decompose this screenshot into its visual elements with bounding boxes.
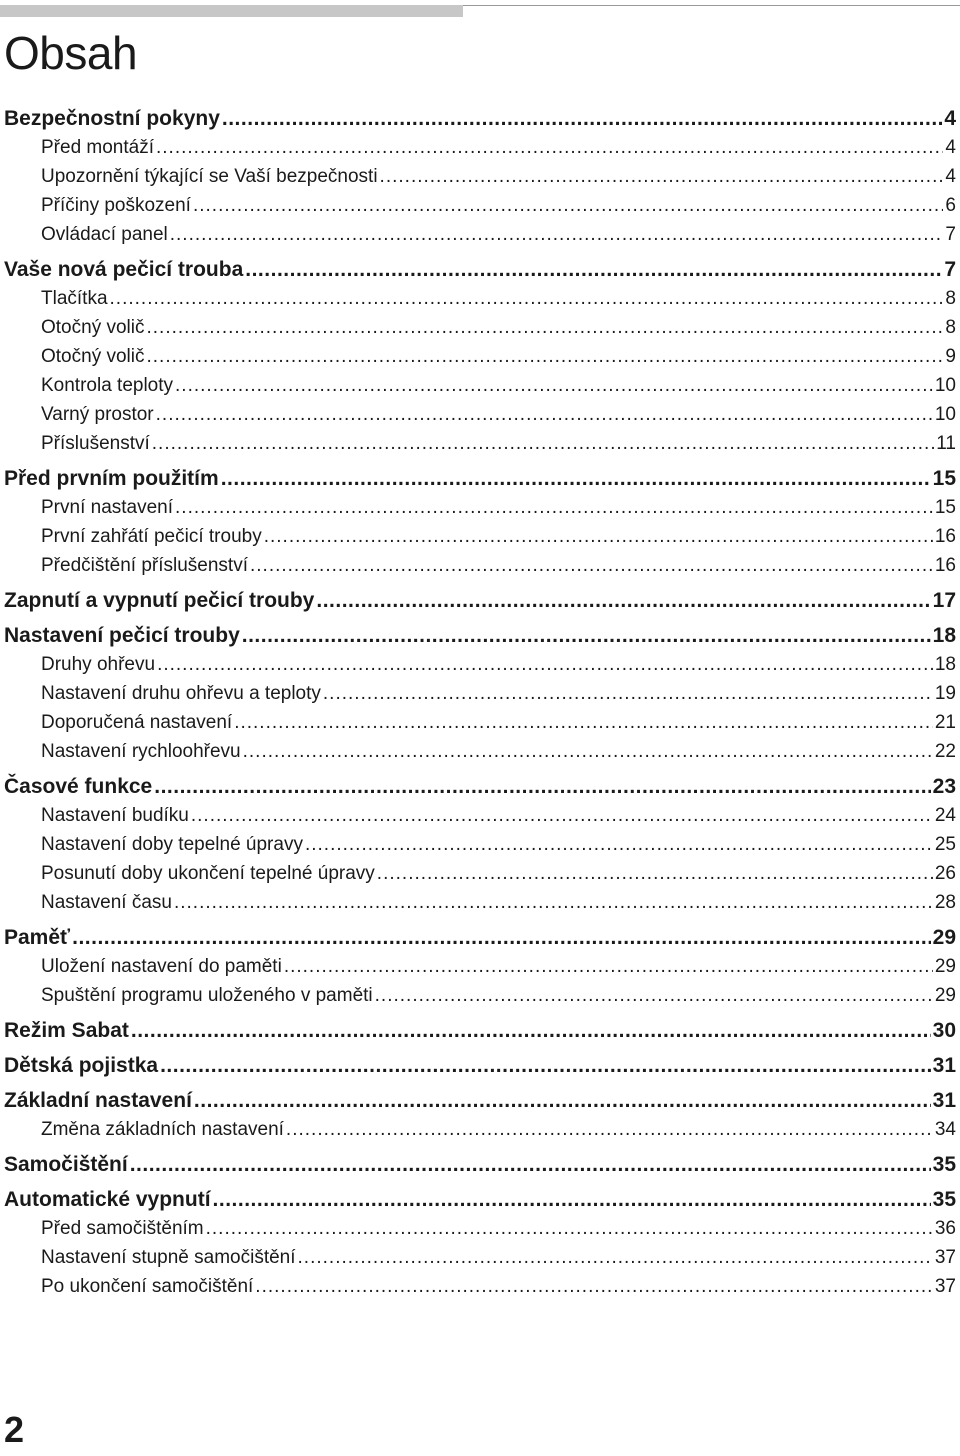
toc-section-entry[interactable] (4, 191, 960, 220)
toc-entry-page: 9 (945, 346, 956, 367)
toc-entry-label: Změna základních nastavení (41, 1119, 284, 1140)
toc-section-entry[interactable] (4, 1214, 960, 1243)
toc-entry-label: Paměť (4, 926, 71, 949)
toc-section-entry[interactable] (4, 650, 960, 679)
dot-leader (245, 258, 942, 284)
toc-entry-page: 35 (932, 1153, 956, 1176)
toc-entry-label: Nastavení stupně samočištění (41, 1247, 296, 1268)
toc-entry-label: Posunutí doby ukončení tepelné úpravy (41, 863, 375, 884)
toc-entry-page: 25 (934, 834, 956, 855)
toc-entry-page: 29 (934, 956, 956, 977)
dot-leader (175, 496, 933, 522)
toc-entry-label: Upozornění týkající se Vaší bezpečnosti (41, 166, 378, 187)
toc-entry-page: 6 (945, 195, 956, 216)
toc-section-entry[interactable] (4, 429, 960, 458)
toc-chapter-entry[interactable] (4, 615, 960, 650)
toc-section-entry[interactable] (4, 284, 960, 313)
toc-entry-label: Režim Sabat (4, 1019, 129, 1042)
toc-entry-page: 28 (934, 892, 956, 913)
dot-leader (194, 1089, 931, 1115)
toc-entry-label: Varný prostor (41, 404, 154, 425)
toc-entry-label: Před prvním použitím (4, 467, 219, 490)
dot-leader (146, 345, 943, 371)
toc-section-entry[interactable] (4, 981, 960, 1010)
dot-leader (316, 589, 930, 615)
toc-entry-page: 8 (945, 317, 956, 338)
dot-leader (193, 194, 943, 220)
toc-entry-label: Samočištění (4, 1153, 128, 1176)
toc-entry-label: Nastavení budíku (41, 805, 189, 826)
toc-chapter-entry[interactable] (4, 98, 960, 133)
dot-leader (206, 1217, 933, 1243)
toc-entry-label: Automatické vypnutí (4, 1188, 211, 1211)
toc-section-entry[interactable] (4, 830, 960, 859)
toc-entry-page: 36 (934, 1218, 956, 1239)
toc-section-entry[interactable] (4, 493, 960, 522)
toc-entry-page: 11 (936, 433, 956, 454)
dot-leader (175, 374, 933, 400)
dot-leader (222, 107, 942, 133)
toc-entry-page: 21 (934, 712, 956, 733)
toc-entry-page: 23 (932, 775, 956, 798)
toc-chapter-entry[interactable] (4, 1010, 960, 1045)
toc-chapter-entry[interactable] (4, 917, 960, 952)
dot-leader (234, 711, 933, 737)
toc-entry-label: Dětská pojistka (4, 1054, 159, 1077)
toc-entry-page: 15 (934, 497, 956, 518)
toc-entry-page: 31 (932, 1089, 956, 1112)
dot-leader (156, 403, 933, 429)
toc-entry-page: 18 (934, 654, 956, 675)
toc-entry-label: První nastavení (41, 497, 174, 518)
dot-leader (130, 1153, 931, 1179)
toc-section-entry[interactable] (4, 1115, 960, 1144)
toc-section-entry[interactable] (4, 522, 960, 551)
toc-section-entry[interactable] (4, 220, 960, 249)
toc-section-entry[interactable] (4, 679, 960, 708)
header-rule (463, 5, 960, 6)
toc-entry-label: Druhy ohřevu (41, 654, 156, 675)
toc-chapter-entry[interactable] (4, 580, 960, 615)
toc-entry-label: Ovládací panel (41, 224, 168, 245)
toc-chapter-entry[interactable] (4, 1144, 960, 1179)
toc-entry-page: 18 (932, 624, 956, 647)
toc-section-entry[interactable] (4, 952, 960, 981)
toc-entry-label: Příčiny poškození (41, 195, 191, 216)
toc-chapter-entry[interactable] (4, 1045, 960, 1080)
toc-entry-label: Uložení nastavení do paměti (41, 956, 282, 977)
toc-section-entry[interactable] (4, 801, 960, 830)
toc-entry-page: 4 (945, 166, 956, 187)
page-number: 2 (4, 1409, 25, 1450)
toc-chapter-entry[interactable] (4, 1080, 960, 1115)
toc-entry-page: 29 (932, 926, 956, 949)
toc-section-entry[interactable] (4, 1272, 960, 1301)
toc-entry-label: Otočný volič (41, 346, 145, 367)
dot-leader (146, 316, 943, 342)
dot-leader (152, 432, 935, 458)
toc-entry-label: Zapnutí a vypnutí pečicí trouby (4, 589, 315, 612)
toc-chapter-entry[interactable] (4, 766, 960, 801)
toc-entry-label: Časové funkce (4, 775, 153, 798)
toc-entry-page: 22 (934, 741, 956, 762)
toc-section-entry[interactable] (4, 133, 960, 162)
dot-leader (264, 525, 933, 551)
dot-leader (170, 223, 944, 249)
dot-leader (213, 1188, 931, 1214)
dot-leader (284, 955, 933, 981)
toc-section-entry[interactable] (4, 859, 960, 888)
toc-entry-label: První zahřátí pečicí trouby (41, 526, 262, 547)
toc-entry-page: 7 (945, 224, 956, 245)
toc-chapter-entry[interactable] (4, 458, 960, 493)
dot-leader (131, 1019, 931, 1045)
toc-section-entry[interactable] (4, 551, 960, 580)
dot-leader (72, 926, 931, 952)
toc-entry-label: Před montáží (41, 137, 154, 158)
toc-section-entry[interactable] (4, 400, 960, 429)
toc-entry-label: Nastavení doby tepelné úpravy (41, 834, 303, 855)
toc-entry-page: 34 (934, 1119, 956, 1140)
dot-leader (154, 775, 930, 801)
toc-section-entry[interactable] (4, 371, 960, 400)
toc-entry-label: Nastavení času (41, 892, 172, 913)
toc-section-entry[interactable] (4, 342, 960, 371)
toc-entry-page: 8 (945, 288, 956, 309)
dot-leader (157, 653, 933, 679)
toc-entry-page: 17 (932, 589, 956, 612)
toc-entry-page: 30 (932, 1019, 956, 1042)
dot-leader (191, 804, 933, 830)
dot-leader (156, 136, 943, 162)
toc-entry-page: 16 (934, 555, 956, 576)
toc-section-entry[interactable] (4, 313, 960, 342)
toc-section-entry[interactable] (4, 888, 960, 917)
toc-entry-label: Základní nastavení (4, 1089, 192, 1112)
toc-entry-page: 19 (934, 683, 956, 704)
toc-entry-label: Bezpečnostní pokyny (4, 107, 220, 130)
dot-leader (221, 467, 931, 493)
header-bar (0, 5, 463, 17)
toc-entry-label: Před samočištěním (41, 1218, 204, 1239)
dot-leader (323, 682, 933, 708)
dot-leader (305, 833, 933, 859)
dot-leader (377, 862, 933, 888)
dot-leader (174, 891, 933, 917)
dot-leader (110, 287, 944, 313)
toc-entry-label: Kontrola teploty (41, 375, 174, 396)
toc-entry-label: Nastavení druhu ohřevu a teploty (41, 683, 321, 704)
toc-entry-page: 16 (934, 526, 956, 547)
toc-entry-label: Vaše nová pečicí trouba (4, 258, 244, 281)
toc-entry-page: 37 (934, 1247, 956, 1268)
toc-entry-label: Spuštění programu uloženého v paměti (41, 985, 373, 1006)
toc-section-entry[interactable] (4, 708, 960, 737)
toc-entry-page: 37 (934, 1276, 956, 1297)
toc-entry-label: Předčištění příslušenství (41, 555, 248, 576)
dot-leader (242, 624, 931, 650)
toc-entry-label: Nastavení rychloohřevu (41, 741, 241, 762)
page-title: Obsah (4, 27, 138, 79)
dot-leader (286, 1118, 933, 1144)
dot-leader (243, 740, 933, 766)
toc-entry-label: Doporučená nastavení (41, 712, 233, 733)
dot-leader (160, 1054, 931, 1080)
toc-entry-page: 10 (934, 375, 956, 396)
toc-entry-page: 15 (932, 467, 956, 490)
toc-entry-page: 4 (944, 107, 956, 130)
toc-entry-page: 26 (934, 863, 956, 884)
table-of-contents (4, 98, 960, 1301)
toc-chapter-entry[interactable] (4, 249, 960, 284)
toc-entry-label: Příslušenství (41, 433, 150, 454)
toc-entry-label: Po ukončení samočištění (41, 1276, 254, 1297)
toc-entry-page: 4 (945, 137, 956, 158)
toc-entry-page: 10 (934, 404, 956, 425)
dot-leader (255, 1275, 933, 1301)
toc-section-entry[interactable] (4, 1243, 960, 1272)
dot-leader (298, 1246, 933, 1272)
toc-entry-page: 31 (932, 1054, 956, 1077)
toc-entry-page: 7 (944, 258, 956, 281)
toc-entry-page: 29 (934, 985, 956, 1006)
dot-leader (380, 165, 944, 191)
toc-chapter-entry[interactable] (4, 1179, 960, 1214)
dot-leader (250, 554, 933, 580)
toc-entry-label: Tlačítka (41, 288, 108, 309)
toc-entry-page: 35 (932, 1188, 956, 1211)
toc-section-entry[interactable] (4, 737, 960, 766)
toc-section-entry[interactable] (4, 162, 960, 191)
dot-leader (375, 984, 933, 1010)
toc-entry-page: 24 (934, 805, 956, 826)
toc-entry-label: Nastavení pečicí trouby (4, 624, 240, 647)
toc-entry-label: Otočný volič (41, 317, 145, 338)
